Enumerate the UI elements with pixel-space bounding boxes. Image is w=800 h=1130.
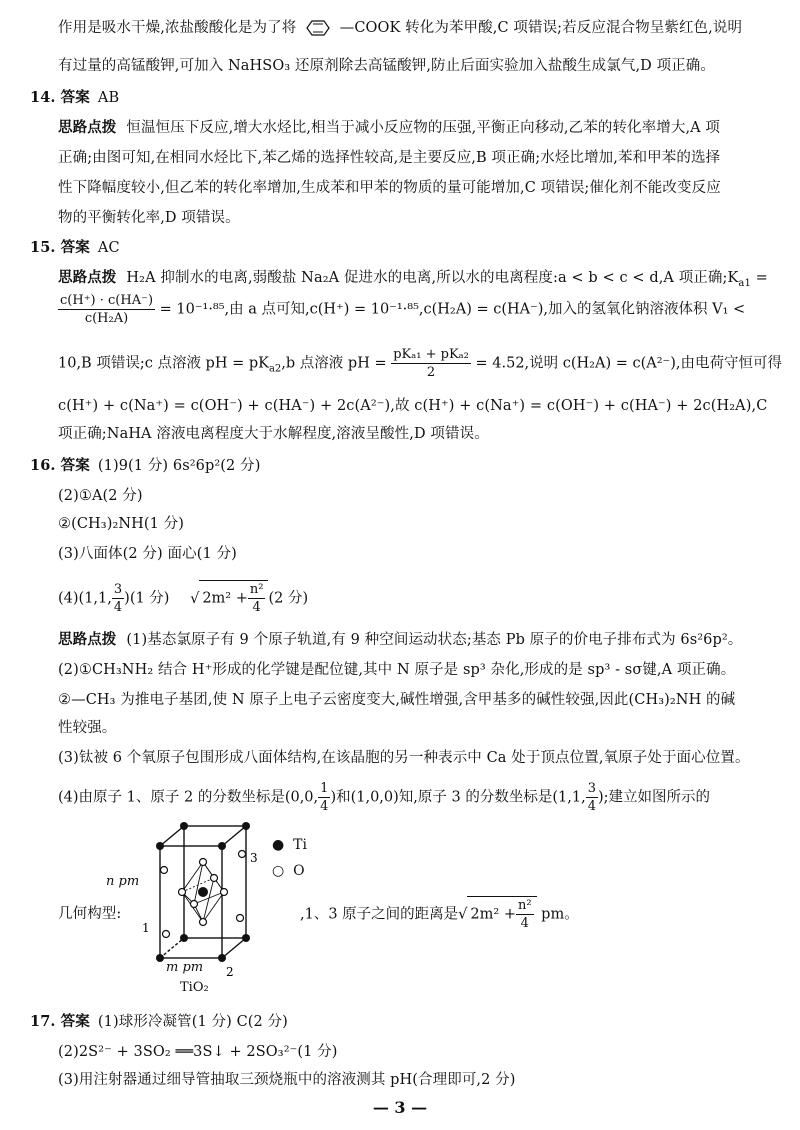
denominator: 4	[252, 600, 261, 615]
text-line	[58, 18, 778, 38]
text-span: = 10⁻¹·⁸⁵,由 a 点可知,c(H⁺) = 10⁻¹·⁸⁵,c(H₂A) = c(HA⁻),加入的氢氧化钠溶液体积 V₁ <	[155, 301, 746, 318]
denominator: c(H₂A)	[84, 311, 129, 326]
text-line	[58, 630, 778, 650]
denominator: 4	[320, 799, 329, 814]
formula-line: ,1、3 原子之间的距离是√ 2m² + $\frac{\text{n²}}{4}$ pm。	[300, 898, 579, 931]
text-line: 物的平衡转化率,D 项错误。	[58, 210, 240, 226]
o-atom-icon: ○	[272, 863, 285, 879]
text-span: (2 分)	[268, 590, 309, 607]
fraction	[586, 780, 598, 815]
numerator: n²	[249, 582, 264, 597]
formula-line	[58, 346, 782, 381]
formula-line	[58, 780, 710, 815]
text-span: 2m² +	[470, 906, 516, 923]
hint-label: 思路点拨	[58, 120, 117, 136]
figure-caption: TiO₂	[180, 980, 209, 995]
denominator: 4	[587, 799, 596, 814]
atom-label-1: 1	[142, 921, 150, 935]
hint-label: 思路点拨	[58, 632, 117, 648]
text-span: (1)基态氯原子有 9 个原子轨道,有 9 种空间运动状态;基态 Pb 原子的价电子排布式为 6s²6p²。	[126, 632, 743, 648]
formula-line: (4)(1,1, $\frac{3}{4}$ )(1 分) √ 2m² + $\frac{\text{n²}}{4}$ (2 分)	[58, 582, 309, 615]
text-span: 恒温恒压下反应,增大水烃比,相当于减小反应物的压强,平衡正向移动,乙苯的转化率增大,A 项	[126, 120, 721, 136]
numerator: 3	[113, 582, 123, 597]
text-line: ②—CH₃ 为推电子基团,使 N 原子上电子云密度变大,碱性增强,含甲基多的碱性较强,因此(CH₃)₂NH 的碱	[58, 692, 736, 708]
text-line: 性较强。	[58, 720, 117, 736]
text-span: 2m² +	[202, 590, 248, 607]
legend-o-label: O	[293, 863, 305, 879]
text-span: —COOK 转化为苯甲酸,C 项错误;若反应混合物呈紫红色,说明	[339, 20, 743, 36]
text-line: 有过量的高锰酸钾,可加入 NaHSO₃ 还原剂除去高锰酸钾,防止后面实验加入盐酸生成氯气,D 项正确。	[58, 58, 715, 74]
fraction	[58, 292, 155, 327]
dimension-m-label: m pm	[166, 960, 204, 975]
text-span: );建立如图所示的	[597, 789, 711, 806]
text-span: 几何构型:	[58, 906, 122, 922]
numerator: n²	[517, 898, 532, 913]
fraction	[516, 897, 534, 932]
answer-label: 14. 答案	[30, 89, 90, 106]
text-line: c(H⁺) + c(Na⁺) = c(OH⁻) + c(HA⁻) + 2c(A²⁻),故 c(H⁺) + c(Na⁺) = c(OH⁻) + c(HA⁻) + 2c(H₂A),C	[58, 398, 768, 414]
text-line: (3)钛被 6 个氧原子包围形成八面体结构,在该晶胞的另一种表示中 Ca 处于顶点位置,氧原子处于面心位置。	[58, 750, 750, 766]
text-line: (2)①A(2 分)	[58, 488, 143, 504]
numerator: 3	[587, 781, 596, 796]
text-span: =	[750, 270, 768, 286]
ti-atom-icon: ●	[272, 837, 285, 853]
text-line: 项正确;NaHA 溶液电离程度大于水解程度,溶液呈酸性,D 项错误。	[58, 426, 489, 442]
atom-label-3: 3	[250, 851, 258, 865]
answer-label: 17. 答案	[30, 1013, 90, 1030]
text-line	[58, 118, 778, 138]
answer-label: 15. 答案	[30, 239, 90, 256]
subscript: a2	[268, 363, 282, 375]
square-root	[199, 580, 268, 616]
text-line: 性下降幅度较小,但乙苯的转化率增加,生成苯和甲苯的物质的量可能增加,C 项错误;催化剂不能改变反应	[58, 180, 721, 196]
answer-value: AB	[97, 90, 120, 106]
benzene-ring-icon	[301, 19, 335, 37]
page-number: — 3 —	[372, 1098, 428, 1117]
fraction	[248, 581, 266, 616]
fraction	[112, 581, 124, 616]
text-span: 作用是吸水干燥,浓盐酸酸化是为了将	[58, 20, 297, 36]
text-span: H₂A 抑制水的电离,弱酸盐 Na₂A 促进水的电离,所以水的电离程度:a < b < c < d,A 项正确;K	[126, 270, 739, 286]
text-line: ②(CH₃)₂NH(1 分)	[58, 516, 185, 532]
text-span: (4)由原子 1、原子 2 的分数坐标是(0,0,	[58, 789, 319, 806]
text-line: (2)2S²⁻ + 3SO₂ ══3S↓ + 2SO₃²⁻(1 分)	[58, 1044, 338, 1060]
answer-value: (1)球形冷凝管(1 分) C(2 分)	[97, 1014, 288, 1030]
text-span: ,1、3 原子之间的距离是	[300, 906, 459, 923]
text-span: (4)(1,1,	[58, 590, 112, 607]
text-line: (3)用注射器通过细导管抽取三颈烧瓶中的溶液测其 pH(合理即可,2 分)	[58, 1072, 516, 1088]
numerator: 1	[320, 781, 329, 796]
denominator: 2	[426, 365, 436, 380]
figure-legend	[272, 832, 307, 884]
text-span: 10,B 项错误;c 点溶液 pH = pK	[58, 355, 269, 372]
text-line: (2)①CH₃NH₂ 结合 H⁺形成的化学键是配位键,其中 N 原子是 sp³ 杂化,形成的是 sp³ - sσ键,A 项正确。	[58, 662, 736, 678]
legend-ti-label: Ti	[293, 837, 307, 853]
text-line: 正确;由图可知,在相同水烃比下,苯乙烯的选择性较高,是主要反应,B 项正确;水烃比增加,苯和甲苯的选择	[58, 150, 721, 166]
atom-label-2: 2	[226, 965, 234, 979]
text-line	[58, 268, 778, 294]
hint-label: 思路点拨	[58, 270, 117, 286]
answer-value: AC	[97, 240, 120, 256]
text-span: ,b 点溶液 pH =	[281, 355, 387, 372]
square-root	[467, 896, 536, 932]
dimension-n-label: n pm	[106, 874, 140, 889]
denominator: 4	[113, 600, 123, 615]
text-span: )和(1,0,0)知,原子 3 的分数坐标是(1,1,	[330, 789, 586, 806]
answer-16	[30, 456, 778, 476]
answer-14	[30, 88, 778, 108]
answer-17	[30, 1012, 778, 1032]
fraction	[318, 780, 330, 815]
denominator: 4	[520, 916, 529, 931]
text-span: = 4.52,说明 c(H₂A) = c(A²⁻),由电荷守恒可得	[475, 355, 782, 372]
numerator: c(H⁺) · c(HA⁻)	[60, 293, 154, 308]
text-line: (3)八面体(2 分) 面心(1 分)	[58, 546, 237, 562]
subscript: a1	[738, 277, 751, 289]
answer-15	[30, 238, 778, 258]
formula-line	[58, 292, 745, 327]
fraction	[391, 346, 471, 381]
text-span: pm。	[541, 906, 579, 923]
text-span: )(1 分)	[124, 590, 170, 607]
answer-value: (1)9(1 分) 6s²6p²(2 分)	[97, 458, 261, 474]
numerator: pKₐ₁ + pKₐ₂	[393, 347, 469, 362]
answer-label: 16. 答案	[30, 457, 90, 474]
